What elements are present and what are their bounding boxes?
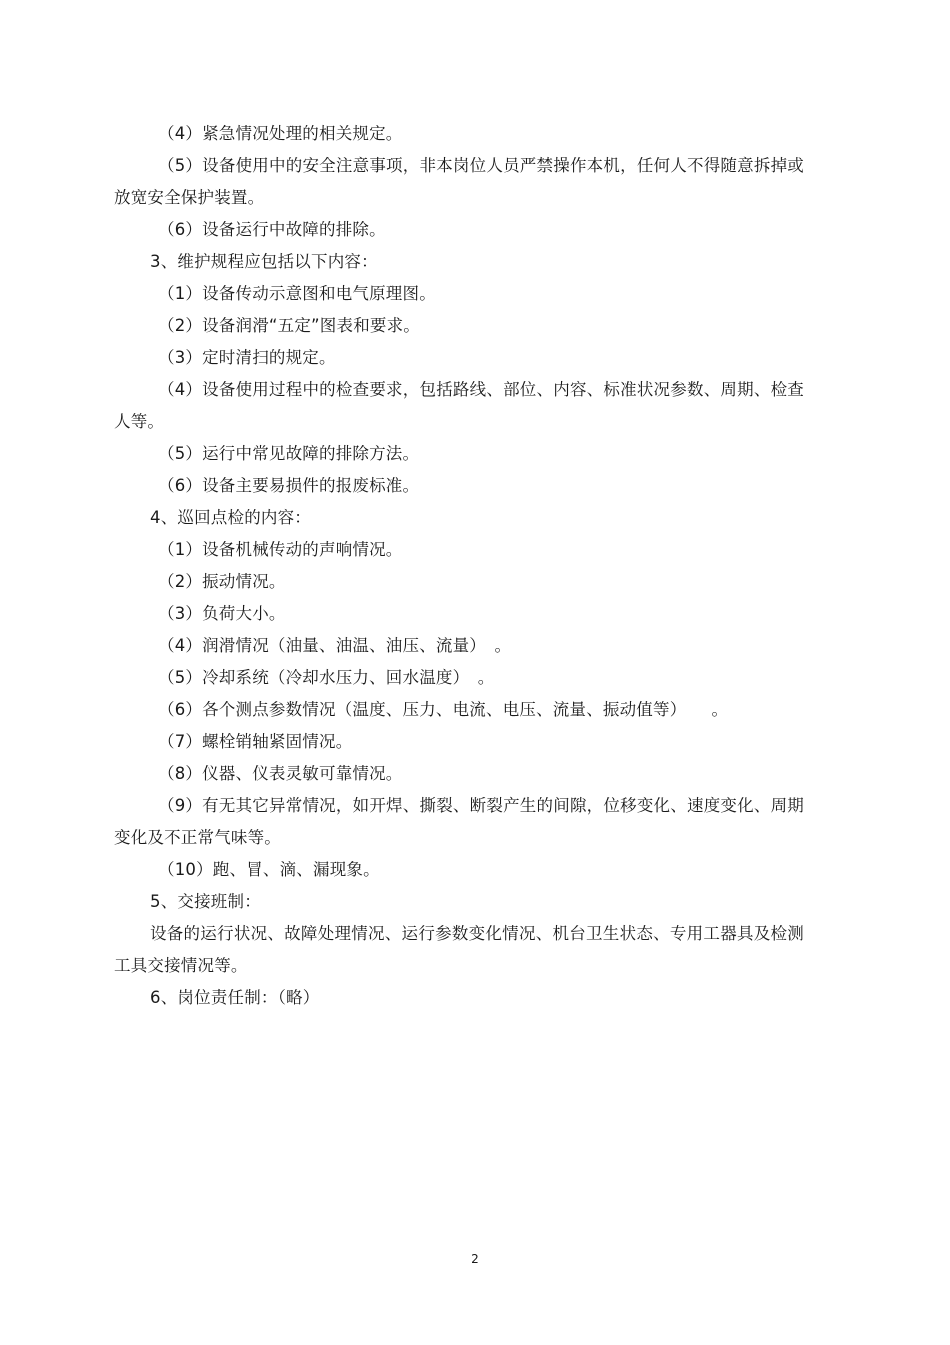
paragraph-vibration: （2）振动情况。: [158, 572, 286, 591]
paragraph-common-faults: （5）运行中常见故障的排除方法。: [158, 444, 420, 463]
paragraph-abnormal-conditions: （9）有无其它异常情况，如开焊、撕裂、断裂产生的间隙，位移变化、速度变化、周期变化及不正常气味等。: [114, 796, 804, 847]
paragraph-instrument-reliability: （8）仪器、仪表灵敏可靠情况。: [158, 764, 403, 783]
paragraph-transmission-sound: （1）设备机械传动的声响情况。: [158, 540, 403, 559]
section-heading-maintenance-rules: 3、维护规程应包括以下内容：: [150, 252, 378, 271]
paragraph-load: （3）负荷大小。: [158, 604, 286, 623]
paragraph-lubrication-status: （4）润滑情况（油量、油温、油压、流量） 。: [158, 636, 512, 655]
page-number: 2: [471, 1252, 479, 1266]
paragraph-wear-parts-standard: （6）设备主要易损件的报废标准。: [158, 476, 420, 495]
section-heading-patrol-inspection: 4、巡回点检的内容：: [150, 508, 311, 527]
paragraph-safety-notes: （5）设备使用中的安全注意事项，非本岗位人员严禁操作本机，任何人不得随意拆掉或放宽安全保护装置。: [114, 156, 804, 207]
paragraph-measurement-points: （6）各个测点参数情况（温度、压力、电流、电压、流量、振动值等） 。: [158, 700, 729, 719]
paragraph-handover-content: 设备的运行状况、故障处理情况、运行参数变化情况、机台卫生状态、专用工器具及检测工具交接情况等。: [114, 924, 804, 975]
paragraph-cleaning-rules: （3）定时清扫的规定。: [158, 348, 336, 367]
document-body: [114, 118, 804, 1014]
section-heading-shift-handover: 5、交接班制：: [150, 892, 261, 911]
paragraph-cooling-system: （5）冷却系统（冷却水压力、回水温度） 。: [158, 668, 495, 687]
paragraph-fault-removal: （6）设备运行中故障的排除。: [158, 220, 386, 239]
paragraph-bolt-fastening: （7）螺栓销轴紧固情况。: [158, 732, 353, 751]
section-heading-job-responsibility: 6、岗位责任制：（略）: [150, 988, 320, 1007]
paragraph-leakage: （10）跑、冒、滴、漏现象。: [158, 860, 380, 879]
paragraph-lubrication-chart: （2）设备润滑“五定”图表和要求。: [158, 316, 420, 335]
paragraph-transmission-diagram: （1）设备传动示意图和电气原理图。: [158, 284, 436, 303]
paragraph-emergency-handling: （4）紧急情况处理的相关规定。: [158, 124, 403, 143]
paragraph-inspection-requirements: （4）设备使用过程中的检查要求，包括路线、部位、内容、标准状况参数、周期、检查人等。: [114, 380, 804, 431]
